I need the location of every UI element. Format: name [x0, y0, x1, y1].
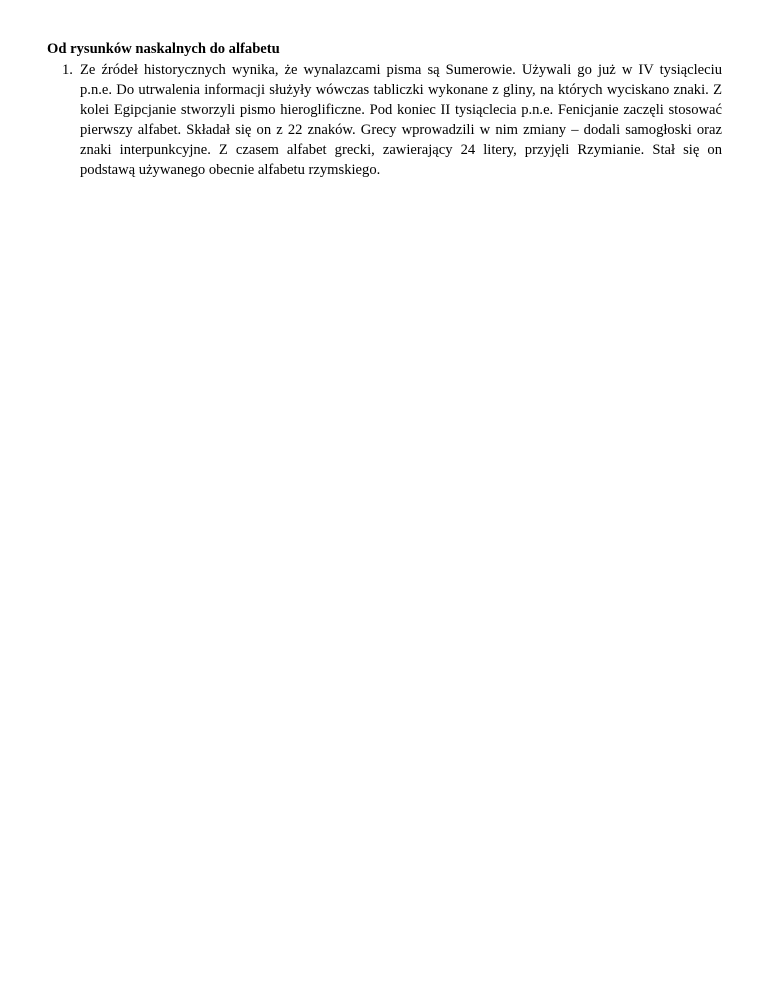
list-item-paragraph: Ze źródeł historycznych wynika, że wynalazcami pisma są Sumerowie. Używali go już w IV tysiącleciu p.n.e. Do utrwalenia informacji służyły wówczas tabliczki wykonane z gliny, na których wyciskano znaki. Z kolei Egipcjanie stworzyli pismo hieroglificzne. Pod koniec II tysiąclecia p.n.e. Fenicjanie zaczęli stosować pierwszy alfabet. Składał się on z 22 znaków. Grecy wprowadzili w nim zmiany – dodali samogłoski oraz znaki interpunkcyjne. Z czasem alfabet grecki, zawierający 24 litery, przyjęli Rzymianie. Stał się on podstawą używanego obecnie alfabetu rzymskiego. [80, 62, 722, 179]
list-item-number: 1. [62, 62, 73, 78]
numbered-list [47, 60, 722, 181]
list-item [47, 60, 722, 181]
section-heading: Od rysunków naskalnych do alfabetu [47, 41, 280, 57]
